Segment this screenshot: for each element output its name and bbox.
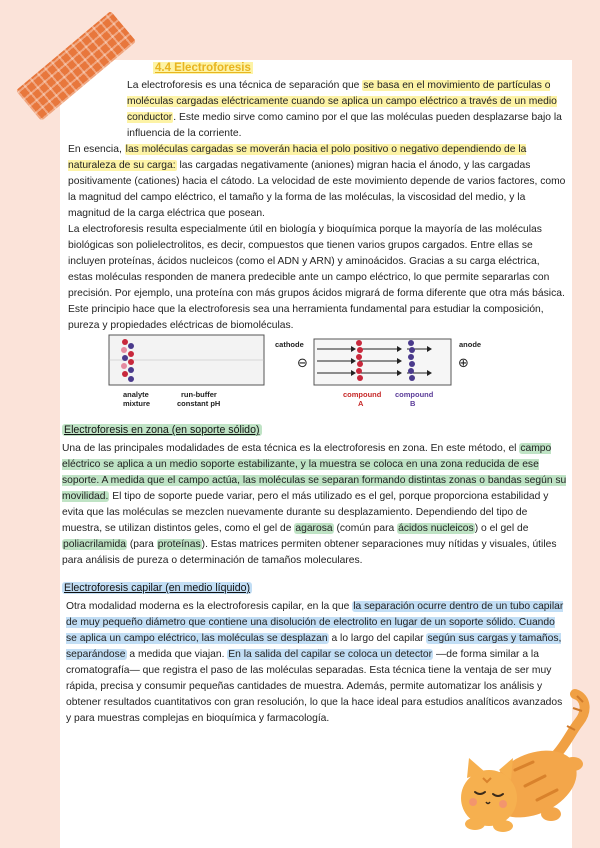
- run-buffer-label: run-buffer: [181, 390, 217, 399]
- electrophoresis-diagram: [107, 333, 481, 416]
- cat-sticker-icon: [455, 686, 590, 836]
- capilar-heading: Electroforesis capilar (en medio líquido): [64, 582, 251, 594]
- mixture-label: mixture: [123, 399, 151, 408]
- compound-b-letter: B: [410, 399, 416, 408]
- highlight-charge: las moléculas cargadas se moverán hacia el polo positivo o negativo dependiendo de la naturaleza de su carga:: [68, 144, 527, 171]
- separated-capillary: [314, 339, 451, 385]
- analyte-label: analyte: [123, 390, 149, 399]
- intro-paragraph-2: En esencia, las moléculas cargadas se moverán hacia el polo positivo o negativo dependiendo de la naturaleza de su carga: las cargadas negativamente (aniones) migran hacia el ánodo, y las cargadas positivamente (cationes) hacia el cátodo. La velocidad de este movimiento depende de varios factores, como la magnitud del campo eléctrico, el tamaño y la forma de las moléculas, la viscosidad del medio, y la magnitud de la carga eléctrica que posean.: [68, 144, 566, 219]
- highlight-definition: se basa en el movimiento de partículas o moléculas cargadas eléctricamente cuando se aplica un campo eléctrico a través de un medio conductor: [127, 80, 557, 123]
- anode-label: anode: [459, 340, 481, 349]
- capilar-paragraph: Otra modalidad moderna es la electroforesis capilar, en la que la separación ocurre dentro de un tubo capilar de muy pequeño diámetro que contiene una disolución de electrolito en lugar de un soporte sólido. Cuando se aplica un campo eléctrico, las moléculas se desplazan a lo largo del capilar según sus cargas y tamaños, separándose a medida que viajan. En la salida del capilar se coloca un detector —de forma similar a la cromatografía— que registra el paso de las moléculas separadas. Esta técnica tiene la ventaja de ser muy rápida, precisa y consumir pequeñas cantidades de muestra. Además, permite automatizar los análisis y obtener resultados cuantitativos con gran resolución, lo que la hace ideal para estudios analíticos avanzados y para muestras complejas en bioquímica y farmacología.: [66, 601, 564, 724]
- plus-icon: ⊕: [458, 356, 469, 371]
- constant-ph-label: constant pH: [177, 399, 221, 408]
- minus-icon: ⊖: [297, 356, 308, 371]
- zona-paragraph: Una de las principales modalidades de esta técnica es la electroforesis en zona. En este método, el campo eléctrico se aplica a un medio soporte estabilizante, y la muestra se coloca en una zona reducida de ese soporte. A medida que el campo actúa, las moléculas se separan formando distintas zonas o bandas según su movilidad. El tipo de soporte puede variar, pero el más utilizado es el gel, porque proporciona estabilidad y evita que las moléculas se mezclen nuevamente durante su desplazamiento. Dependiendo del tipo de muestra, se utilizan distintos geles, como el gel de agarosa (común para ácidos nucleicos) o el gel de poliacrilamida (para proteínas). Estas matrices permiten obtener separaciones muy nítidas y visuales, útiles para análisis de pureza o determinación de tamaños moleculares.: [62, 443, 567, 566]
- zona-heading: Electroforesis en zona (en soporte sólido): [64, 424, 260, 436]
- compound-a-label: compound: [343, 390, 382, 399]
- intro-paragraph-1: La electroforesis es una técnica de separación que se basa en el movimiento de partículas o moléculas cargadas eléctricamente cuando se aplica un campo eléctrico a través de un medio conductor. Este medio sirve como camino por el que las moléculas pueden desplazarse bajo la influencia de la corriente.: [127, 80, 562, 139]
- section-title: 4.4 Electroforesis: [155, 62, 251, 74]
- intro-paragraph-3: La electroforesis resulta especialmente útil en biología y bioquímica porque la mayoría de las moléculas biológicas son polielectrolitos, es decir, compuestos que tienen varios grupos cargados. Entre ellas se incluyen proteínas, ácidos nucleicos (como el ADN y ARN) y aminoácidos. Gracias a su carga eléctrica, estas moléculas responden de manera predecible ante un campo eléctrico, lo que permite separarlas con precisión. Por ejemplo, una proteína con más grupos ácidos migrará de forma diferente que otra más básica. Este principio hace que la electroforesis sea una herramienta fundamental para estudiar la composición, pureza y propiedades eléctricas de biomoléculas.: [68, 224, 565, 331]
- cathode-label: cathode: [275, 340, 304, 349]
- compound-a-letter: A: [358, 399, 364, 408]
- compound-b-label: compound: [395, 390, 434, 399]
